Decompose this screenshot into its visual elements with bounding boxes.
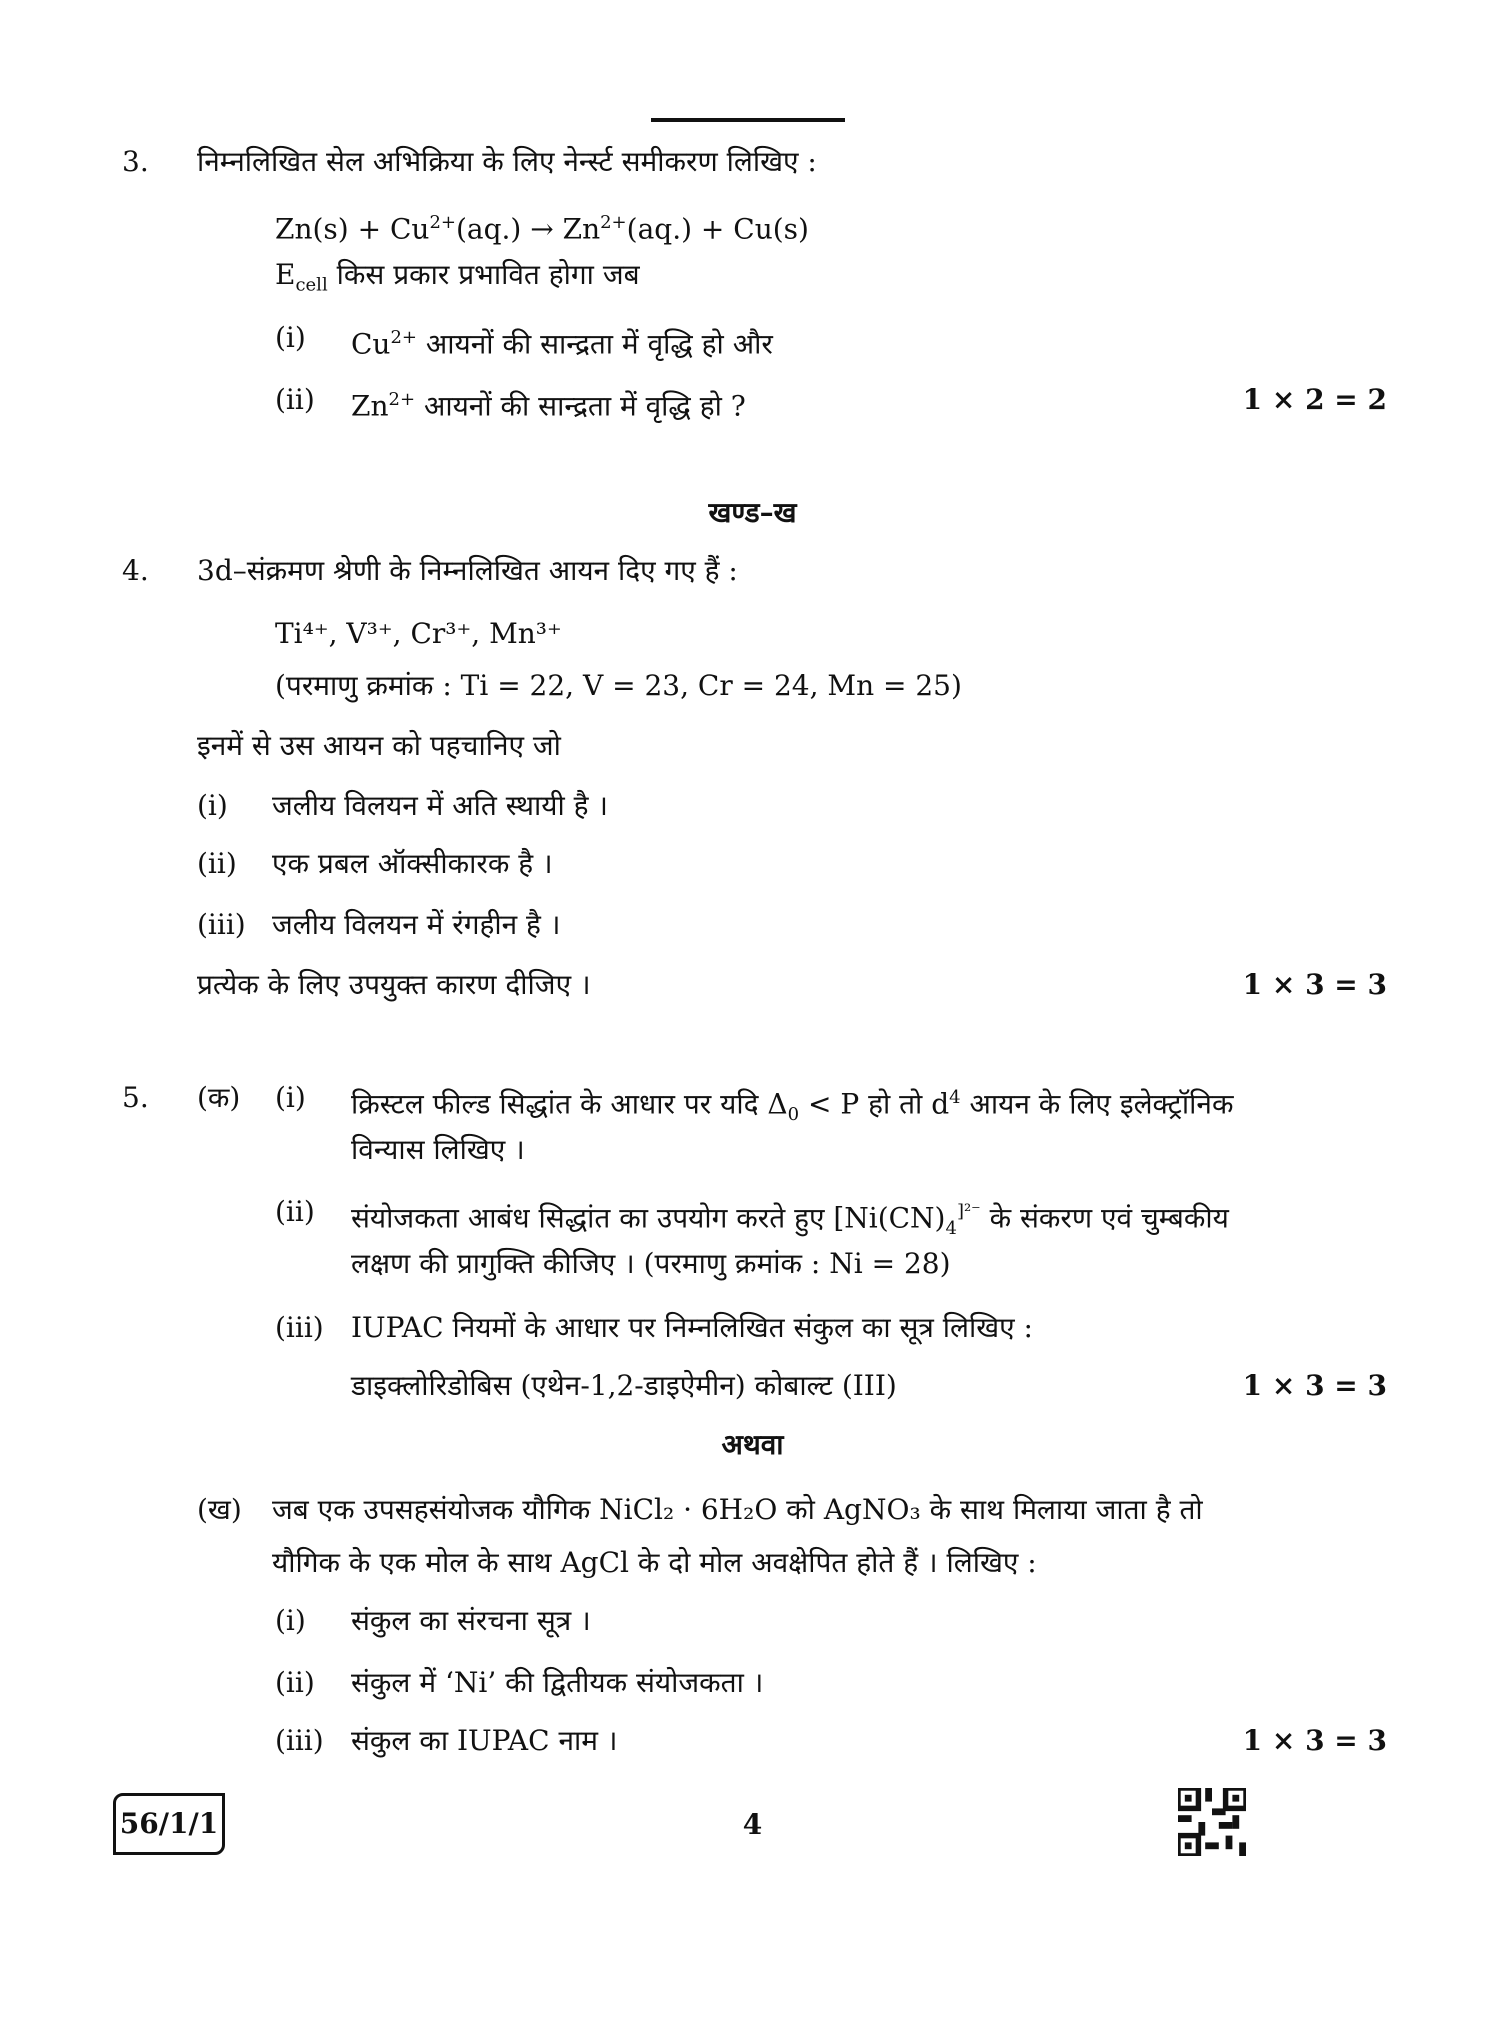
or-heading: अथवा — [721, 1428, 784, 1461]
q4-i-label: (i) — [197, 789, 228, 822]
q5-a-ii-label: (ii) — [275, 1195, 315, 1228]
q3-marks: 1 × 2 = 2 — [1242, 383, 1387, 416]
q5-b-marks: 1 × 3 = 3 — [1242, 1724, 1387, 1757]
q5-b-iii-label: (iii) — [275, 1724, 324, 1757]
page-number: 4 — [742, 1808, 763, 1841]
q4-marks: 1 × 3 = 3 — [1242, 968, 1387, 1001]
q5-a-i-label: (i) — [275, 1081, 306, 1114]
q5-a-iii-compound: डाइक्लोरिडोबिस (एथेन-1,2-डाइऐमीन) कोबाल्ट (III) — [351, 1369, 897, 1402]
qr-code-icon — [1178, 1788, 1246, 1856]
q4-atomic-numbers: (परमाणु क्रमांक : Ti = 22, V = 23, Cr = 24, Mn = 25) — [275, 669, 962, 702]
section-heading: खण्ड–ख — [708, 496, 797, 529]
q3-ecell: $E_{cell}$ किस प्रकार प्रभावित होगा जब — [275, 258, 640, 296]
q5-number: 5. — [122, 1081, 149, 1114]
q5-a-ii-text: संयोजकता आबंध सिद्धांत का उपयोग करते हुए [$Ni(CN)_4^{]^{2-}}$ के संकरण एवं चुम्बकीय — [351, 1201, 1229, 1239]
q4-stem: 3d–संक्रमण श्रेणी के निम्नलिखित आयन दिए गए हैं : — [197, 554, 738, 587]
q5-b-i-text: संकुल का संरचना सूत्र । — [351, 1604, 591, 1637]
q3-i-text: $Cu^{2+}$ आयनों की सान्द्रता में वृद्धि हो और — [351, 327, 773, 361]
q4-reason: प्रत्येक के लिए उपयुक्त कारण दीजिए । — [197, 968, 591, 1001]
q5-b-iii-text: संकुल का IUPAC नाम । — [351, 1724, 618, 1757]
q5-a-iii-label: (iii) — [275, 1311, 324, 1344]
q3-i-label: (i) — [275, 321, 306, 354]
q5-b-text: जब एक उपसहसंयोजक यौगिक NiCl₂ · 6H₂O को AgNO₃ के साथ मिलाया जाता है तो — [272, 1493, 1203, 1526]
q4-i-text: जलीय विलयन में अति स्थायी है । — [272, 789, 609, 822]
q4-identify: इनमें से उस आयन को पहचानिए जो — [197, 729, 561, 762]
q5-a-iii-text: IUPAC नियमों के आधार पर निम्नलिखित संकुल का सूत्र लिखिए : — [351, 1311, 1033, 1344]
q5-b-i-label: (i) — [275, 1604, 306, 1637]
q4-iii-text: जलीय विलयन में रंगहीन है । — [272, 908, 561, 941]
q4-ii-label: (ii) — [197, 847, 237, 880]
q5-a-i-text-cont: विन्यास लिखिए । — [351, 1133, 525, 1166]
q4-iii-label: (iii) — [197, 908, 246, 941]
q4-ions: Ti⁴⁺, V³⁺, Cr³⁺, Mn³⁺ — [275, 617, 562, 650]
q5-a-label: (क) — [197, 1081, 241, 1114]
q5-a-i-text: क्रिस्टल फील्ड सिद्धांत के आधार पर यदि $\Delta_0 < P$ हो तो $d^4$ आयन के लिए इलेक्ट्रॉनिक — [351, 1087, 1234, 1125]
q5-a-marks: 1 × 3 = 3 — [1242, 1369, 1387, 1402]
paper-code: 56/1/1 — [113, 1793, 225, 1855]
q3-ii-label: (ii) — [275, 383, 315, 416]
q5-b-label: (ख) — [197, 1493, 242, 1526]
q5-b-ii-text: संकुल में ‘Ni’ की द्वितीयक संयोजकता । — [351, 1666, 764, 1699]
q3-stem: निम्नलिखित सेल अभिक्रिया के लिए नेर्न्स्ट समीकरण लिखिए : — [197, 145, 817, 178]
q5-b-text-cont: यौगिक के एक मोल के साथ AgCl के दो मोल अवक्षेपित होते हैं । लिखिए : — [272, 1546, 1037, 1579]
top-rule — [651, 118, 845, 122]
q3-equation: $Zn(s) + Cu^{2+}(aq.) \to Zn^{2+}(aq.) + Cu(s)$ — [275, 212, 809, 246]
q4-ii-text: एक प्रबल ऑक्सीकारक है । — [272, 847, 553, 880]
q3-ii-text: $Zn^{2+}$ आयनों की सान्द्रता में वृद्धि हो ? — [351, 389, 746, 423]
q5-a-ii-text-cont: लक्षण की प्रागुक्ति कीजिए । (परमाणु क्रमांक : Ni = 28) — [351, 1247, 951, 1280]
q4-number: 4. — [122, 554, 149, 587]
q3-number: 3. — [122, 145, 149, 178]
q5-b-ii-label: (ii) — [275, 1666, 315, 1699]
